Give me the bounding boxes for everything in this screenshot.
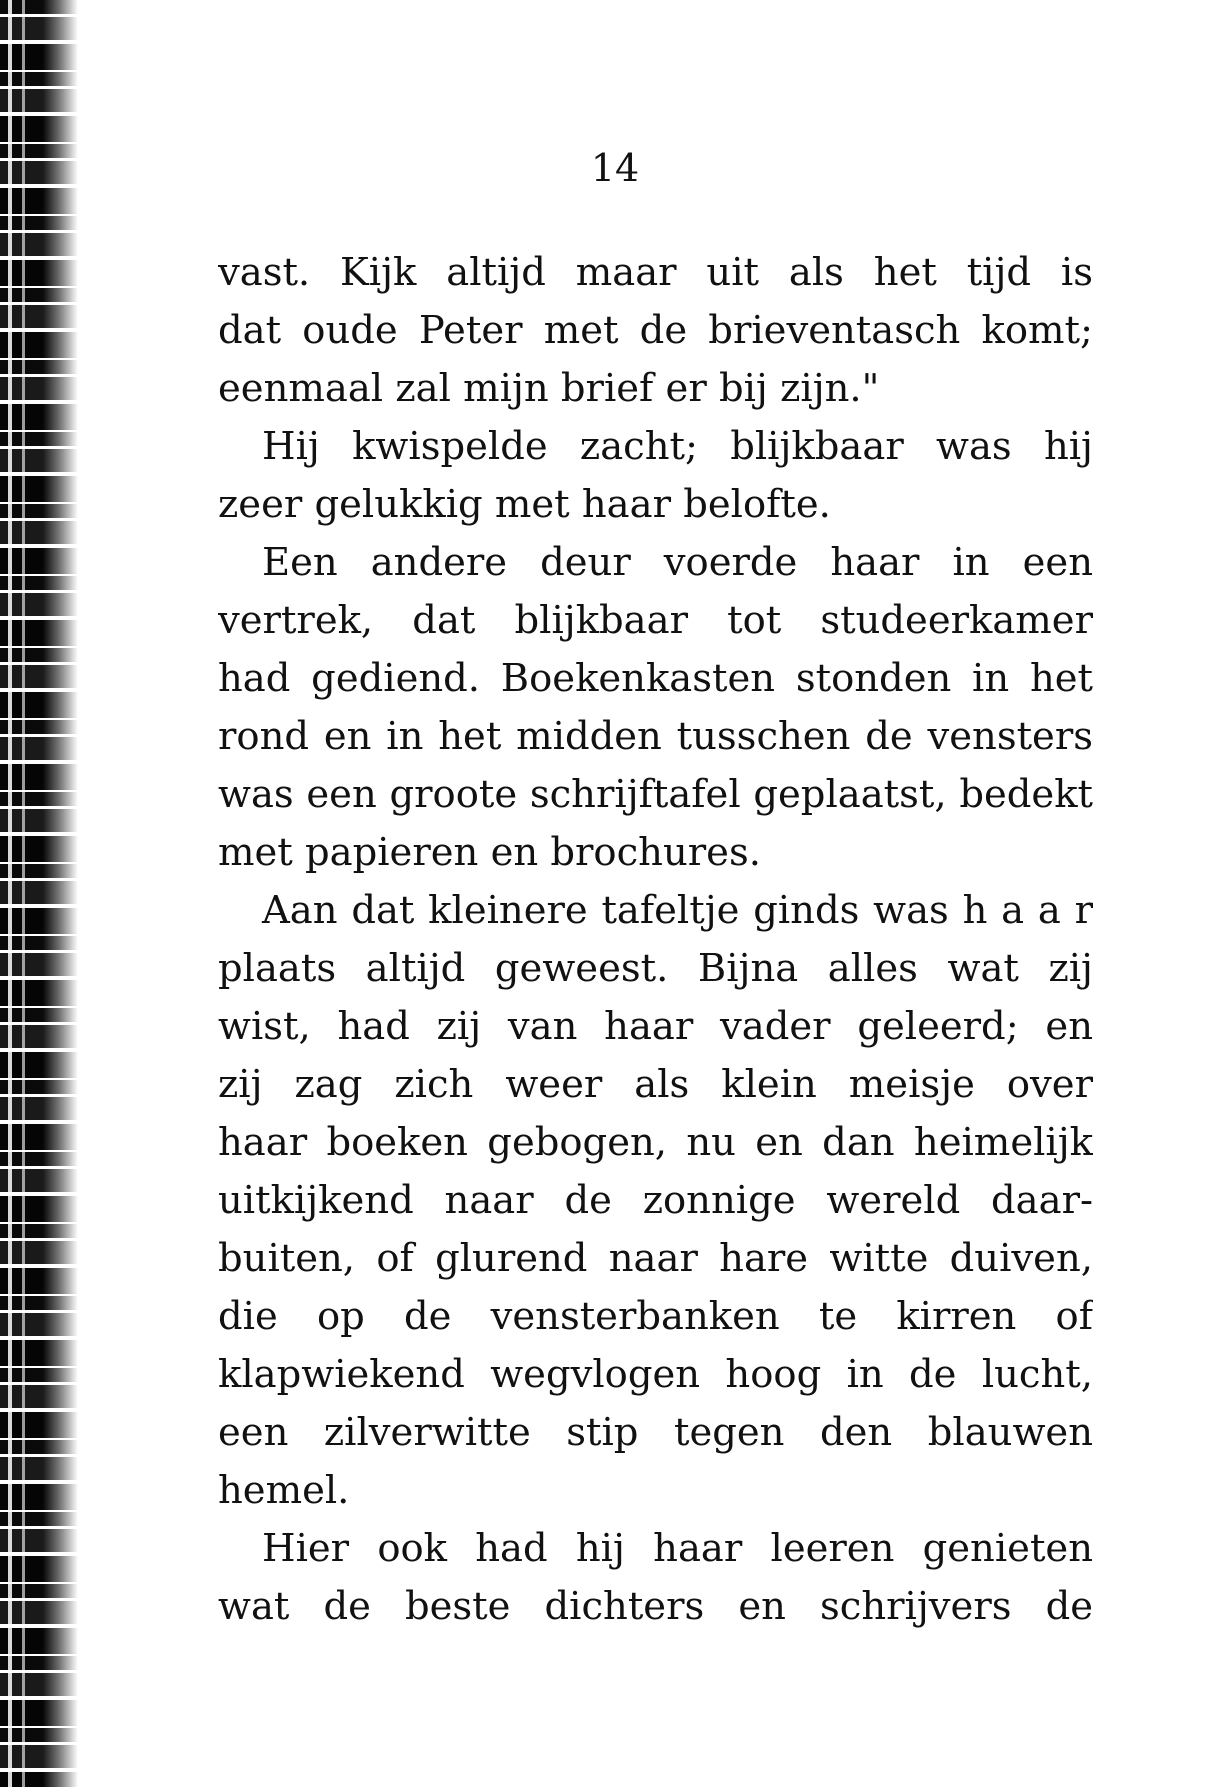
- text-line: klapwiekend wegvlogen hoog in de lucht,: [218, 1352, 1093, 1397]
- text-line: Hier ook had hij haar leeren genieten: [262, 1526, 1093, 1571]
- page-number: 14: [590, 146, 640, 190]
- body-text: [218, 244, 1093, 1636]
- text-line: haar boeken gebogen, nu en dan heimelijk: [218, 1120, 1093, 1165]
- text-line: had gediend. Boekenkasten stonden in het: [218, 656, 1093, 701]
- text-line: was een groote schrijftafel geplaatst, bedekt: [218, 772, 1093, 817]
- text-line: Een andere deur voerde haar in een: [262, 540, 1093, 585]
- text-line: wat de beste dichters en schrijvers de: [218, 1584, 1093, 1629]
- text-line: plaats altijd geweest. Bijna alles wat zij: [218, 946, 1093, 991]
- text-line: eenmaal zal mijn brief er bij zijn.": [218, 366, 880, 411]
- text-line: vertrek, dat blijkbaar tot studeerkamer: [218, 598, 1093, 643]
- text-line: hemel.: [218, 1468, 350, 1513]
- text-line: dat oude Peter met de brieventasch komt;: [218, 308, 1093, 353]
- text-line: die op de vensterbanken te kirren of: [218, 1294, 1093, 1339]
- text-line: buiten, of glurend naar hare witte duiven,: [218, 1236, 1093, 1281]
- text-line: wist, had zij van haar vader geleerd; en: [218, 1004, 1093, 1049]
- text-line: vast. Kijk altijd maar uit als het tijd is: [218, 250, 1093, 295]
- text-line: Hij kwispelde zacht; blijkbaar was hij: [262, 424, 1093, 469]
- text-line: met papieren en brochures.: [218, 830, 761, 875]
- text-line: uitkijkend naar de zonnige wereld daar-: [218, 1178, 1093, 1223]
- text-line: rond en in het midden tusschen de vensters: [218, 714, 1093, 759]
- text-line: zeer gelukkig met haar belofte.: [218, 482, 831, 527]
- text-line: zij zag zich weer als klein meisje over: [218, 1062, 1093, 1107]
- text-line: Aan dat kleinere tafeltje ginds was h a a r: [262, 888, 1093, 933]
- scanned-binding-edge: [0, 0, 78, 1787]
- text-line: een zilverwitte stip tegen den blauwen: [218, 1410, 1093, 1455]
